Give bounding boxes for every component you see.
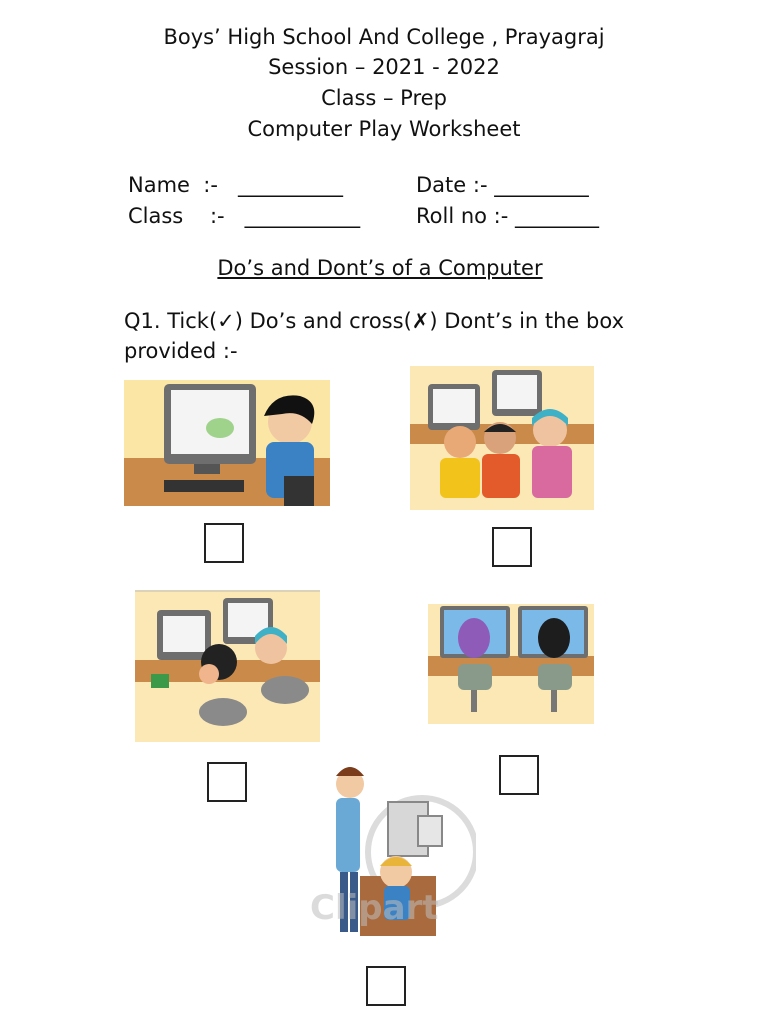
class-field[interactable]: Class :- ___________	[128, 204, 361, 228]
question-1	[124, 306, 624, 366]
answer-box-2[interactable]	[492, 527, 532, 567]
answer-box-5[interactable]	[366, 966, 406, 1006]
children-eating-illustration	[135, 590, 320, 742]
session-line: Session – 2021 - 2022	[268, 55, 500, 79]
children-sitting-illustration	[428, 604, 594, 724]
section-subtitle: Do’s and Dont’s of a Computer	[217, 256, 543, 280]
class-line: Class – Prep	[321, 86, 447, 110]
answer-box-1[interactable]	[204, 523, 244, 563]
boy-cleaning-illustration	[124, 380, 330, 506]
clipart-watermark: Clipart	[310, 888, 439, 928]
picture-boy-cleaning-computer	[124, 380, 330, 506]
roll-no-field[interactable]: Roll no :- ________	[416, 204, 600, 228]
picture-children-sitting-properly	[428, 604, 594, 724]
children-fighting-illustration	[410, 366, 594, 510]
picture-children-fighting	[410, 366, 594, 510]
answer-box-3[interactable]	[207, 762, 247, 802]
answer-box-4[interactable]	[499, 755, 539, 795]
school-name: Boys’ High School And College , Prayagraj	[163, 25, 605, 49]
question-line-1: Q1. Tick(✓) Do’s and cross(✗) Dont’s in the box	[124, 309, 624, 333]
picture-man-and-child	[300, 756, 476, 952]
name-field[interactable]: Name :- __________	[128, 173, 343, 197]
picture-children-eating	[135, 590, 320, 742]
date-field[interactable]: Date :- _________	[416, 173, 589, 197]
question-line-2: provided :-	[124, 339, 238, 363]
worksheet-title: Computer Play Worksheet	[247, 117, 521, 141]
